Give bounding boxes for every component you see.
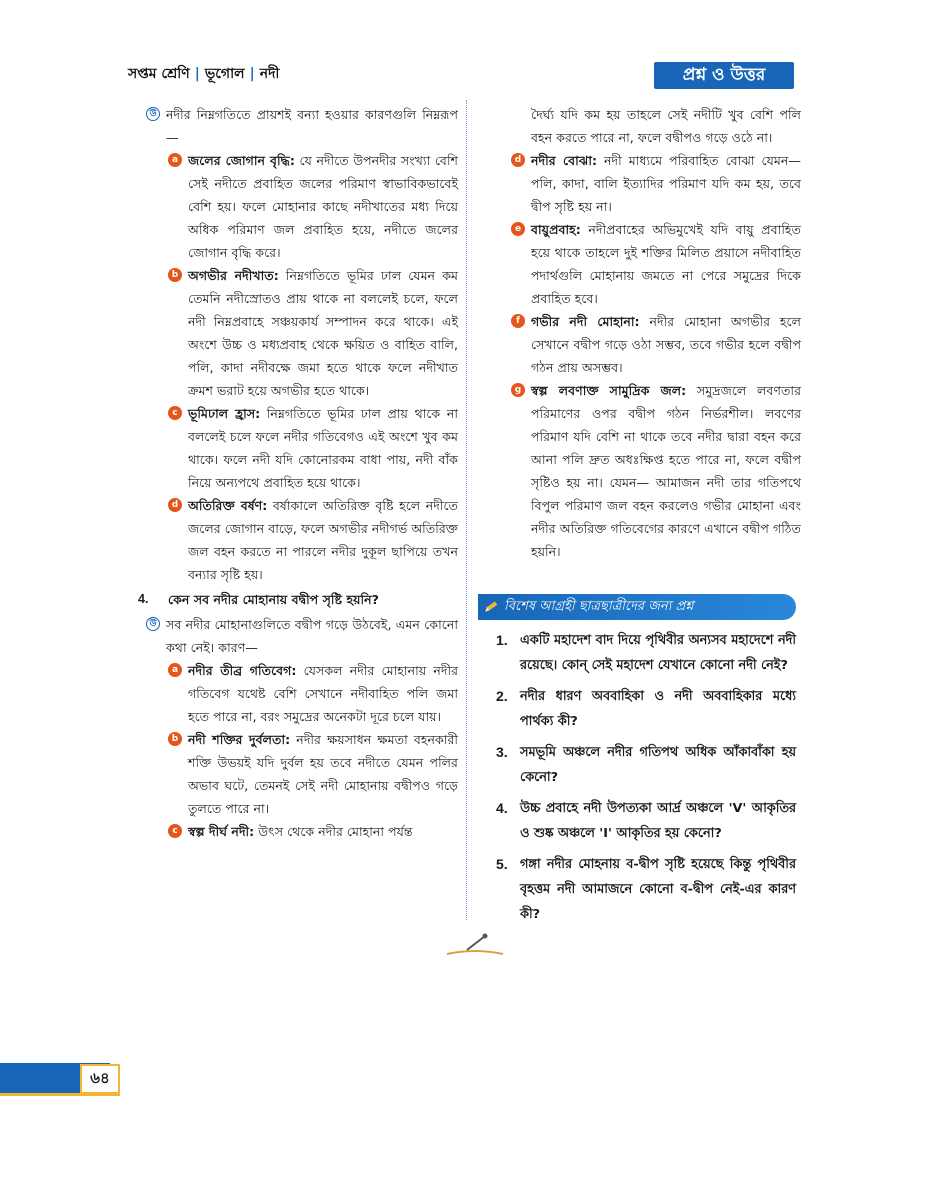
list-item: d অতিরিক্ত বর্ষণ: বর্ষাকালে অতিরিক্ত বৃষ্টি হলে নদীতে জলের জোগান বাড়ে, ফলে অগভীর নদীগর্ভ অতিরিক্ত জল বহন করতে না পারলে নদীর দুকূল ছাপিয়ে তখন বন্যার সৃষ্টি হয়।: [168, 494, 458, 586]
question-4: 4. কেন সব নদীর মোহানায় বদ্বীপ সৃষ্টি হয়নি?: [138, 592, 379, 607]
page-number: ৬৪: [80, 1064, 120, 1094]
pencil-icon: [484, 598, 500, 614]
answer-4: উ সব নদীর মোহানাগুলিতে বদ্বীপ গড়ে উঠবেই, এমন কোনো কথা নেই। কারণ—: [146, 613, 458, 659]
special-questions-banner: [478, 594, 796, 620]
list-item: 1. একটি মহাদেশ বাদ দিয়ে পৃথিবীর অন্যসব মহাদেশে নদী রয়েছে। কোন্ সেই মহাদেশ যেখানে কোনো নদী নেই?: [496, 632, 796, 673]
bullet-icon: e: [511, 222, 525, 236]
bullet-icon: f: [511, 314, 525, 328]
list-item: d নদীর বোঝা: নদী মাধ্যমে পরিবাহিত বোঝা যেমন— পলি, কাদা, বালি ইত্যাদির পরিমাণ যদি কম হয়, তবে দ্বীপ সৃষ্টি হয় না।: [511, 149, 801, 218]
list-item: 4. উচ্চ প্রবাহে নদী উপত্যকা আর্দ্র অঞ্চলে 'V' আকৃতির ও শুষ্ক অঞ্চলে 'I' আকৃতির হয় কেনো?: [496, 800, 796, 841]
bullet-icon: c: [168, 406, 182, 420]
list-item: b নদী শক্তির দুর্বলতা: নদীর ক্ষয়সাধন ক্ষমতা বহনকারী শক্তি উভয়ই যদি দুর্বল হয় তবে নদীতে যেমন পলির অভাব ঘটে, তেমনই সেই নদী মোহানায় বদ্বীপও গড়ে তুলতে পারে না।: [168, 728, 458, 820]
bullet-icon: a: [168, 663, 182, 677]
section-badge: প্রশ্ন ও উত্তর: [654, 62, 794, 89]
breadcrumb: সপ্তম শ্রেণি | ভূগোল | নদী: [128, 66, 280, 82]
bullet-icon: d: [168, 498, 182, 512]
continuation-text: দৈর্ঘ্য যদি কম হয় তাহলে সেই নদীটি খুব বেশি পলি বহন করতে পারে না, ফলে বদ্বীপও গড়ে ওঠে না।: [531, 107, 801, 145]
left-column: [138, 103, 459, 843]
list-item: a জলের জোগান বৃদ্ধি: যে নদীতে উপনদীর সংখ্যা বেশি সেই নদীতে প্রবাহিত জলের পরিমাণ স্বাভাবিকভাবেই বেশি হয়। ফলে মোহানার কাছে নদীখাতের মধ্য দিয়ে অধিক পরিমাণ জল প্রবাহিত হয়ে, নদীতে জলের জোগান বৃদ্ধি করে।: [168, 149, 458, 264]
list-item: 2. নদীর ধারণ অববাহিকা ও নদী অববাহিকার মধ্যে পার্থক্য কী?: [496, 688, 796, 729]
bullet-icon: b: [168, 732, 182, 746]
answer-marker-icon: উ: [146, 107, 160, 121]
list-item: g স্বল্প লবণাক্ত সামুদ্রিক জল: সমুদ্রজলে লবণতার পরিমাণের ওপর বদ্বীপ গঠন নির্ভরশীল। লবণের পরিমাণ যদি বেশি না থাকে তবে নদীর দ্বারা বহন করে আনা পলি দ্রুত অধঃক্ষিপ্ত হতে পারে না, ফলে বদ্বীপ সৃষ্টিও হয় না। যেমন— আমাজন নদী তার গতিপথে বিপুল পরিমাণ জল বহন করলেও গভীর মোহানা এবং নদীর অতিরিক্ত গতিবেগের কারণে এখানে বদ্বীপ গঠিত হয়নি।: [511, 379, 801, 563]
bullet-icon: a: [168, 153, 182, 167]
answer-intro: উ নদীর নিম্নগতিতে প্রায়শই বন্যা হওয়ার কারণগুলি নিম্নরূপ—: [146, 103, 458, 149]
breadcrumb-chapter: নদী: [259, 66, 280, 82]
pen-icon: [445, 930, 505, 958]
list-item: c ভূমিঢাল হ্রাস: নিম্নগতিতে ভূমির ঢাল প্রায় থাকে না বললেই চলে ফলে নদীর গতিবেগও এই অংশে খুব কম থাকে। ফলে নদী যদি কোনোরকম বাধা পায়, নদী বাঁক নিয়ে অন্যপথে প্রবাহিত হয়ে থাকে।: [168, 402, 458, 494]
list-item: f গভীর নদী মোহানা: নদীর মোহানা অগভীর হলে সেখানে বদ্বীপ গড়ে ওঠা সম্ভব, তবে গভীর হলে বদ্বীপ গঠন প্রায় অসম্ভব।: [511, 310, 801, 379]
special-questions-list: [496, 628, 796, 933]
bullet-icon: c: [168, 824, 182, 838]
breadcrumb-subject: ভূগোল: [204, 66, 245, 82]
list-item: c স্বল্প দীর্ঘ নদী: উৎস থেকে নদীর মোহানা পর্যন্ত: [168, 820, 458, 843]
banner-title: বিশেষ আগ্রহী ছাত্রছাত্রীদের জন্য প্রশ্ন: [504, 598, 694, 614]
column-divider: [466, 100, 467, 920]
list-item: 5. গঙ্গা নদীর মোহনায় ব-দ্বীপ সৃষ্টি হয়েছে কিন্তু পৃথিবীর বৃহত্তম নদী আমাজনে কোনো ব-দ্বীপ নেই-এর কারণ কী?: [496, 856, 796, 922]
list-item: 3. সমভূমি অঞ্চলে নদীর গতিপথ অধিক আঁকাবাঁকা হয় কেনো?: [496, 744, 796, 785]
bullet-icon: b: [168, 268, 182, 282]
breadcrumb-class: সপ্তম শ্রেণি: [128, 66, 190, 82]
bullet-icon: d: [511, 153, 525, 167]
right-column: [511, 103, 801, 563]
list-item: e বায়ুপ্রবাহ: নদীপ্রবাহের অভিমুখেই যদি বায়ু প্রবাহিত হয়ে থাকে তাহলে দুই শক্তির মিলিত প্রয়াসে নদীবাহিত পদার্থগুলি মোহানায় জমতে না পেরে সমুদ্রের দিকে প্রবাহিত হবে।: [511, 218, 801, 310]
list-item: b অগভীর নদীখাত: নিম্নগতিতে ভূমির ঢাল যেমন কম তেমনি নদীস্রোতও প্রায় থাকে না বললেই চলে, ফলে নদী নিম্নপ্রবাহে সঞ্চয়কার্য সম্পাদন করে থাকে। এই অংশে উচ্চ ও মধ্যপ্রবাহ থেকে ক্ষয়িত ও বাহিত বালি, পলি, কাদা নদীবক্ষে জমা হতে থাকে ফলে নদীখাত ক্রমশ ভরাট হয়ে অগভীর হতে থাকে।: [168, 264, 458, 402]
answer-marker-icon: উ: [146, 617, 160, 631]
bullet-icon: g: [511, 383, 525, 397]
list-item: a নদীর তীব্র গতিবেগ: যেসকল নদীর মোহানায় নদীর গতিবেগ যথেষ্ট বেশি সেখানে নদীবাহিত পলি জমা হতে পারে না, বরং সমুদ্রের অনেকটা দূরে চলে যায়।: [168, 659, 458, 728]
